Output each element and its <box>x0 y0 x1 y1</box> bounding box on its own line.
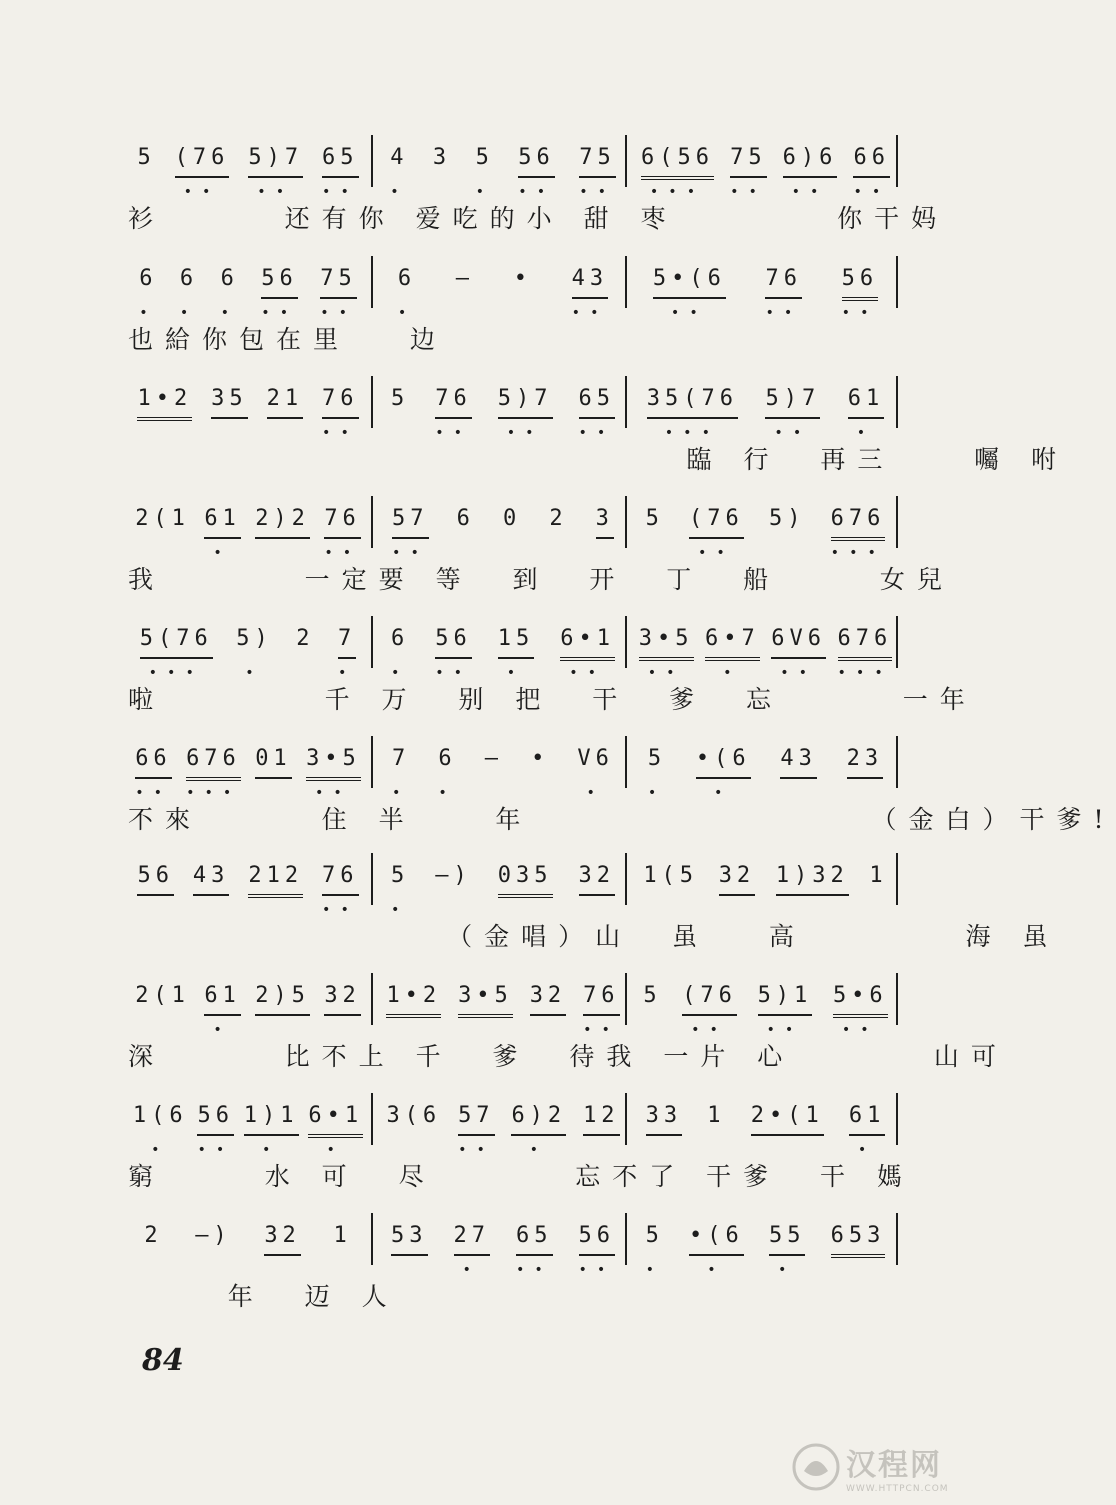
notation-line <box>128 376 898 441</box>
notation-line <box>128 256 898 321</box>
measure <box>128 135 368 200</box>
note-beat: 61 • <box>204 506 241 561</box>
music-system <box>128 1213 898 1323</box>
note-beat: 61 • <box>204 983 241 1038</box>
note-beat: 7 • <box>392 746 411 801</box>
note-beat: 33 <box>646 1103 683 1136</box>
octave-dots: • <box>390 184 409 200</box>
measure <box>378 376 628 441</box>
note-beat: 75 •• <box>579 145 617 200</box>
octave-dots: • <box>506 665 526 681</box>
music-system <box>128 135 949 245</box>
note-beat: 2)5 <box>255 983 310 1016</box>
octave-dots: • <box>213 1022 232 1038</box>
note-beat: 6(56 ••• <box>641 145 715 200</box>
measure <box>128 1093 368 1158</box>
measure <box>633 973 898 1038</box>
note-beat: 43 <box>780 746 817 779</box>
note-beat: 6•7 • <box>705 626 760 681</box>
note-beat: 212 <box>248 863 303 898</box>
octave-dots: ••• <box>649 184 706 200</box>
octave-dots: • <box>392 785 411 801</box>
lyrics-line: 臨 行 再三 囑 咐 <box>128 445 1069 474</box>
octave-dots: • <box>529 1142 549 1158</box>
note-beat: 5) • <box>236 626 273 681</box>
note-beat: 55 • <box>768 1223 806 1278</box>
note-beat: • <box>531 746 550 771</box>
barline <box>371 496 373 548</box>
note-beat: 01 <box>255 746 292 779</box>
measure <box>633 736 898 801</box>
note-beat: 3•5 •• <box>638 626 694 681</box>
octave-dots: •• <box>578 1262 616 1278</box>
octave-dots: •• <box>183 184 221 200</box>
measure <box>378 973 628 1038</box>
note-beat: 6 • <box>391 626 410 681</box>
lyrics-line: （金唱）山 虽 高 海 虽 <box>128 922 1060 951</box>
note-beat: (76 •• <box>174 145 230 200</box>
watermark-logo-icon <box>790 1441 842 1493</box>
lyrics-line: 不來 住 半 年 （金白）干爹! <box>128 805 1116 834</box>
note-beat: 1(5 <box>643 863 699 888</box>
note-beat: 57 •• <box>458 1103 495 1158</box>
note-beat: 5 <box>137 145 156 170</box>
octave-dots: • <box>245 665 264 681</box>
note-beat: 76 •• <box>322 863 359 918</box>
octave-dots: • <box>397 305 417 321</box>
barline <box>625 616 627 668</box>
note-beat: 76 •• <box>765 266 803 321</box>
octave-dots: •• <box>691 1022 728 1038</box>
note-beat: 1)1 • <box>243 1103 299 1158</box>
note-beat: 56 •• <box>518 145 556 200</box>
octave-dots: • <box>714 785 733 801</box>
octave-dots: •• <box>583 1022 620 1038</box>
octave-dots: • <box>723 665 742 681</box>
octave-dots: ••• <box>186 785 242 801</box>
octave-dots: •• <box>392 545 429 561</box>
note-beat: 35 <box>211 386 248 419</box>
note-beat: 43 <box>193 863 230 896</box>
note-beat: 676 ••• <box>837 626 893 681</box>
measure <box>633 496 898 561</box>
octave-dots: •• <box>579 184 617 200</box>
note-beat: 32 <box>579 863 616 896</box>
note-beat: 27 • <box>453 1223 490 1278</box>
lyrics-line: 窮 水 可 尽 忘不了 干爹 干 媽 <box>128 1162 914 1191</box>
octave-dots: • <box>261 1142 281 1158</box>
octave-dots: • <box>213 545 232 561</box>
note-beat: (76 •• <box>682 983 737 1038</box>
music-system <box>128 616 977 726</box>
octave-dots: • <box>857 1142 877 1158</box>
note-beat: 61 • <box>848 1103 886 1158</box>
notation-line <box>128 496 898 561</box>
note-beat: 5)7 •• <box>765 386 821 441</box>
notation-line <box>128 135 898 200</box>
octave-dots: •• <box>257 184 295 200</box>
measure <box>128 616 368 681</box>
octave-dots: •• <box>791 184 829 200</box>
octave-dots: •• <box>841 1022 879 1038</box>
octave-dots: •• <box>435 425 473 441</box>
note-beat: (76 •• <box>689 506 744 561</box>
note-beat: 6 • <box>438 746 457 801</box>
measure <box>633 853 898 913</box>
music-system <box>128 256 898 366</box>
octave-dots: • <box>151 1142 170 1158</box>
octave-dots: • <box>778 1262 797 1278</box>
notation-line <box>128 1213 898 1278</box>
note-beat: 56 <box>137 863 174 896</box>
octave-dots: •• <box>765 305 803 321</box>
note-beat: 5 <box>645 506 664 531</box>
octave-dots: ••• <box>148 665 204 681</box>
note-beat: 035 <box>498 863 553 898</box>
barline <box>371 135 373 187</box>
octave-dots: •• <box>320 305 358 321</box>
measure <box>378 496 628 561</box>
note-beat: 2 <box>296 626 315 651</box>
note-beat: 65 •• <box>578 386 616 441</box>
measure <box>128 736 368 801</box>
octave-dots: •• <box>569 665 607 681</box>
note-beat: 1•2 <box>137 386 192 421</box>
measure <box>378 616 628 681</box>
barline <box>625 135 627 187</box>
note-beat: 5 <box>391 386 410 411</box>
music-system <box>128 736 1116 846</box>
note-beat: 6•1 •• <box>560 626 615 681</box>
watermark <box>790 1440 949 1494</box>
note-beat: 66 •• <box>135 746 173 801</box>
note-beat: 15 • <box>497 626 535 681</box>
note-beat: 3 <box>596 506 614 539</box>
music-system <box>128 376 1069 486</box>
measure <box>128 853 368 918</box>
octave-dots: •• <box>324 545 362 561</box>
barline <box>371 1093 373 1145</box>
note-beat: 676 ••• <box>186 746 242 801</box>
note-beat: 6 • <box>179 266 199 321</box>
note-beat: 3•5 <box>458 983 513 1018</box>
note-beat: 2•(1 <box>751 1103 824 1136</box>
octave-dots: • <box>438 785 457 801</box>
measure <box>633 256 898 321</box>
note-beat: 3•5 •• <box>306 746 361 801</box>
note-beat: 1 <box>707 1103 726 1128</box>
note-beat: 5)1 •• <box>757 983 813 1038</box>
note-beat: 3 <box>432 145 452 170</box>
note-beat: 5•6 •• <box>832 983 888 1038</box>
note-beat: 32 <box>530 983 567 1016</box>
measure <box>128 973 368 1038</box>
measure <box>128 256 368 321</box>
note-beat: 57 •• <box>392 506 429 561</box>
note-beat: 56 •• <box>841 266 879 321</box>
notation-line <box>128 616 898 681</box>
octave-dots: •• <box>774 425 812 441</box>
note-beat: 12 <box>583 1103 620 1136</box>
octave-dots: •• <box>571 305 609 321</box>
note-beat: 66 •• <box>853 145 891 200</box>
note-beat: 3(6 <box>386 1103 442 1128</box>
page-number: 84 <box>142 1343 184 1378</box>
note-beat: 6•1 • <box>308 1103 364 1158</box>
measure <box>378 853 628 918</box>
watermark-text: 汉程网 <box>846 1448 942 1483</box>
note-beat: 6 <box>456 506 475 531</box>
notation-line <box>128 853 898 918</box>
lyrics-line: 啦 千 万 别 把 干 爹 忘 一年 <box>128 685 977 714</box>
note-beat: 21 <box>267 386 304 419</box>
barline <box>896 256 898 308</box>
measure <box>378 1213 628 1278</box>
watermark-subtext: WWW.HTTPCN.COM <box>846 1484 949 1494</box>
barline <box>625 853 627 905</box>
music-system <box>128 853 1060 963</box>
barline <box>371 1213 373 1265</box>
note-beat: 5 • <box>391 863 410 918</box>
note-beat: 32 <box>324 983 361 1016</box>
music-system <box>128 1093 914 1203</box>
note-beat: 5) <box>768 506 806 531</box>
note-beat: 32 <box>719 863 756 896</box>
music-system <box>128 496 954 606</box>
octave-dots: •• <box>516 1262 553 1278</box>
barline <box>625 376 627 428</box>
note-beat: •(6 • <box>695 746 751 801</box>
octave-dots: •• <box>841 305 879 321</box>
note-beat: 56 •• <box>197 1103 235 1158</box>
lyrics-line: 衫 还有你 爱吃的小 甜 枣 你干妈 <box>128 204 949 233</box>
barline <box>896 853 898 905</box>
note-beat: 2 <box>549 506 568 531</box>
octave-dots: ••• <box>664 425 721 441</box>
barline <box>371 616 373 668</box>
octave-dots: ••• <box>837 665 893 681</box>
octave-dots: • <box>586 785 605 801</box>
octave-dots: •• <box>322 425 359 441</box>
note-beat: 76 •• <box>322 386 359 441</box>
barline <box>896 973 898 1025</box>
octave-dots: • <box>462 1262 481 1278</box>
octave-dots: • <box>647 785 667 801</box>
note-beat: 56 •• <box>578 1223 616 1278</box>
music-system <box>128 973 1008 1083</box>
note-beat: 6 • <box>397 266 417 321</box>
note-beat: • <box>513 266 532 291</box>
note-beat: 43 •• <box>571 266 609 321</box>
note-beat: 1 <box>869 863 888 888</box>
note-beat: 76 •• <box>583 983 620 1038</box>
barline <box>625 256 627 308</box>
octave-dots: •• <box>518 184 556 200</box>
note-beat: 2(1 <box>135 983 190 1008</box>
octave-dots: • <box>326 1142 345 1158</box>
note-beat: 0 <box>502 506 522 531</box>
octave-dots: •• <box>670 305 708 321</box>
note-beat: 5 • <box>645 1223 665 1278</box>
octave-dots: •• <box>730 184 767 200</box>
octave-dots: • <box>475 184 495 200</box>
notation-line <box>128 1093 898 1158</box>
octave-dots: •• <box>135 785 173 801</box>
octave-dots: •• <box>578 425 616 441</box>
octave-dots: • <box>391 902 410 918</box>
lyrics-line: 我 一定要 等 到 开 丁 船 女兒 <box>128 565 954 594</box>
barline <box>371 853 373 905</box>
measure <box>633 616 898 681</box>
barline <box>896 616 898 668</box>
note-beat: 676 ••• <box>830 506 886 561</box>
barline <box>896 1213 898 1265</box>
barline <box>625 973 627 1025</box>
note-beat: 1)32 <box>776 863 849 896</box>
barline <box>371 256 373 308</box>
note-beat: 5 • <box>475 145 495 200</box>
note-beat: 56 •• <box>435 626 473 681</box>
octave-dots: •• <box>766 1022 804 1038</box>
barline <box>896 736 898 788</box>
measure <box>378 736 628 801</box>
note-beat: 23 <box>847 746 884 779</box>
note-beat: 653 <box>831 1223 886 1258</box>
note-beat: 2(1 <box>135 506 190 531</box>
barline <box>371 736 373 788</box>
octave-dots: •• <box>315 785 352 801</box>
note-beat: V6 • <box>577 746 614 801</box>
note-beat: — <box>455 266 475 291</box>
barline <box>896 135 898 187</box>
octave-dots: • <box>179 305 199 321</box>
note-beat: 61 • <box>847 386 885 441</box>
octave-dots: • <box>856 425 876 441</box>
note-beat: 2 <box>144 1223 163 1248</box>
measure <box>378 256 628 321</box>
notation-line <box>128 973 898 1038</box>
note-beat: 6)2 • <box>511 1103 567 1158</box>
octave-dots: •• <box>647 665 685 681</box>
measure <box>378 1093 628 1158</box>
note-beat: 65 •• <box>516 1223 553 1278</box>
note-beat: 76 •• <box>435 386 473 441</box>
note-beat: •(6 • <box>689 1223 744 1278</box>
lyrics-line: 深 比不上 千 爹 待我 一片 心 山可 <box>128 1042 1008 1071</box>
measure <box>128 496 368 561</box>
note-beat: 75 •• <box>320 266 358 321</box>
octave-dots: •• <box>197 1142 235 1158</box>
note-beat: 1•2 <box>386 983 441 1018</box>
barline <box>625 1213 627 1265</box>
octave-dots: • <box>139 305 158 321</box>
note-beat: —) <box>195 1223 232 1248</box>
note-beat: 76 •• <box>324 506 362 561</box>
octave-dots: • <box>645 1262 665 1278</box>
note-beat: 1 <box>333 1223 352 1248</box>
note-beat: 6 • <box>139 266 158 321</box>
octave-dots: •• <box>506 425 544 441</box>
octave-dots: • <box>707 1262 726 1278</box>
octave-dots: •• <box>322 184 359 200</box>
octave-dots: •• <box>697 545 735 561</box>
note-beat: — <box>484 746 503 771</box>
measure <box>633 1093 898 1158</box>
measure <box>633 376 898 441</box>
note-beat: 5•(6 •• <box>652 266 726 321</box>
note-beat: 5(76 ••• <box>139 626 213 681</box>
barline <box>371 376 373 428</box>
barline <box>371 973 373 1025</box>
octave-dots: •• <box>261 305 299 321</box>
note-beat: 2)2 <box>255 506 310 539</box>
barline <box>896 496 898 548</box>
note-beat: 7 • <box>337 626 357 681</box>
note-beat: 65 •• <box>322 145 359 200</box>
measure <box>128 1213 368 1273</box>
octave-dots: •• <box>458 1142 495 1158</box>
notation-line <box>128 736 898 801</box>
lyrics-line: 也給你包在里 边 <box>128 325 447 354</box>
note-beat: 5)7 •• <box>497 386 553 441</box>
measure <box>378 135 628 200</box>
octave-dots: •• <box>435 665 473 681</box>
octave-dots: •• <box>853 184 891 200</box>
note-beat: 6V6 •• <box>771 626 826 681</box>
note-beat: 5)7 •• <box>248 145 304 200</box>
octave-dots: •• <box>780 665 818 681</box>
measure <box>633 135 898 200</box>
octave-dots: ••• <box>830 545 886 561</box>
barline <box>896 1093 898 1145</box>
note-beat: 75 •• <box>730 145 767 200</box>
note-beat: 32 <box>264 1223 301 1256</box>
barline <box>625 1093 627 1145</box>
note-beat: 35(76 ••• <box>646 386 738 441</box>
note-beat: 6)6 •• <box>782 145 838 200</box>
note-beat: 1(6 • <box>132 1103 188 1158</box>
octave-dots: • <box>337 665 357 681</box>
note-beat: 53 <box>391 1223 428 1256</box>
barline <box>625 496 627 548</box>
octave-dots: • <box>220 305 240 321</box>
octave-dots: •• <box>322 902 359 918</box>
octave-dots: • <box>391 665 410 681</box>
note-beat: 4 • <box>390 145 409 200</box>
note-beat: —) <box>435 863 472 888</box>
lyrics-line: 年 迈 人 <box>128 1282 399 1311</box>
note-beat: 6 • <box>220 266 240 321</box>
barline <box>625 736 627 788</box>
measure <box>633 1213 898 1278</box>
note-beat: 5 <box>643 983 662 1008</box>
note-beat: 5 • <box>647 746 667 801</box>
note-beat: 56 •• <box>261 266 299 321</box>
barline <box>896 376 898 428</box>
measure <box>128 376 368 441</box>
